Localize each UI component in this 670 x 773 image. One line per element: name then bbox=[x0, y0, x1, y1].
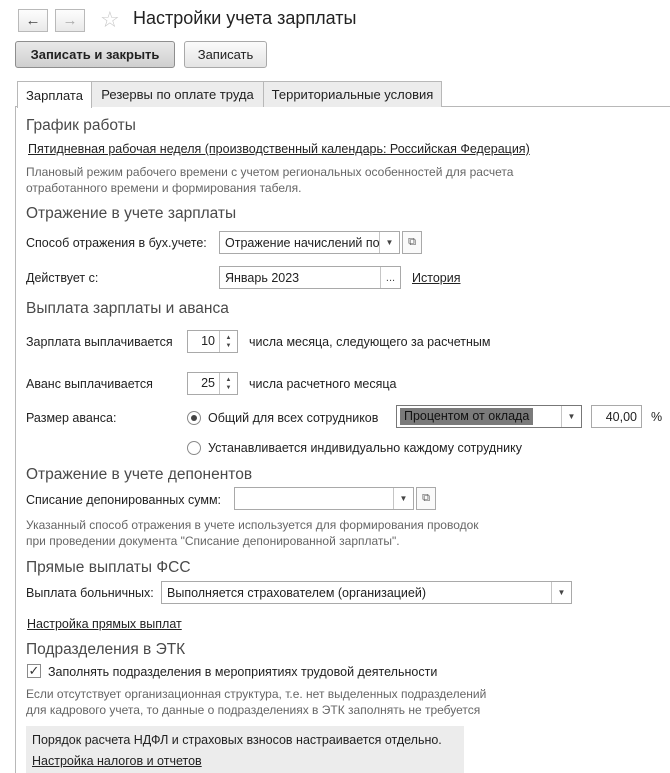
etk-departments-label[interactable]: Заполнять подразделения в мероприятиях трудовой деятельности bbox=[48, 665, 438, 679]
favorite-star-icon[interactable]: ☆ bbox=[100, 7, 120, 32]
forward-button[interactable] bbox=[55, 9, 85, 32]
deposits-writeoff-label: Списание депонированных сумм: bbox=[26, 493, 222, 507]
advance-individual-label[interactable]: Устанавливается индивидуально каждому сотруднику bbox=[208, 441, 522, 455]
advance-size-label: Размер аванса: bbox=[26, 411, 117, 425]
accounting-method-value: Отражение начислений по bbox=[225, 235, 380, 250]
advance-day-suffix: числа расчетного месяца bbox=[249, 377, 397, 391]
effective-date-field[interactable] bbox=[219, 266, 401, 289]
salary-day-suffix: числа месяца, следующего за расчетным bbox=[249, 335, 491, 349]
page-title: Настройки учета зарплаты bbox=[133, 8, 357, 28]
accounting-method-label: Способ отражения в бух.учете: bbox=[26, 236, 207, 250]
arrow-left-icon: ← bbox=[25, 12, 41, 29]
chevron-down-icon[interactable]: ▼ bbox=[379, 231, 399, 254]
salary-day-value: 10 bbox=[201, 334, 215, 348]
advance-common-label[interactable]: Общий для всех сотрудников bbox=[208, 411, 379, 425]
stepper-arrows-icon[interactable]: ▲ ▼ bbox=[219, 331, 237, 352]
effective-date-value: Январь 2023 bbox=[225, 270, 300, 285]
etk-note-1: Если отсутствует организационная структура, т.е. нет выделенных подразделений bbox=[26, 687, 487, 701]
accounting-method-select[interactable] bbox=[219, 231, 400, 254]
advance-day-stepper[interactable] bbox=[187, 372, 238, 395]
work-schedule-note-2: отработанного времени и формирования табеля. bbox=[26, 181, 302, 195]
tab-territorial[interactable]: Территориальные условия bbox=[263, 81, 442, 107]
sick-pay-label: Выплата больничных: bbox=[26, 586, 154, 600]
sick-pay-select[interactable] bbox=[161, 581, 572, 604]
advance-day-value: 25 bbox=[201, 376, 215, 390]
ellipsis-icon[interactable]: ... bbox=[380, 266, 400, 289]
arrow-right-icon: → bbox=[62, 12, 78, 29]
advance-method-value: Процентом от оклада bbox=[400, 408, 533, 425]
salary-day-stepper[interactable] bbox=[187, 330, 238, 353]
etk-departments-checkbox[interactable] bbox=[27, 664, 41, 678]
deposits-note-1: Указанный способ отражения в учете используется для формирования проводок bbox=[26, 518, 479, 532]
save-button[interactable]: Записать bbox=[184, 41, 267, 68]
etk-note-2: для кадрового учета, то данные о подразделениях в ЭТК заполнять не требуется bbox=[26, 703, 481, 717]
tab-reserves[interactable]: Резервы по оплате труда bbox=[91, 81, 264, 107]
taxes-settings-link[interactable]: Настройка налогов и отчетов bbox=[32, 754, 202, 768]
percent-sign: % bbox=[651, 410, 663, 424]
payment-heading: Выплата зарплаты и аванса bbox=[26, 300, 229, 317]
chevron-down-icon[interactable]: ▼ bbox=[393, 487, 413, 510]
chevron-down-icon[interactable]: ▼ bbox=[551, 581, 571, 604]
open-icon[interactable]: ⧉ bbox=[416, 487, 436, 510]
deposits-note-2: при проведении документа "Списание депонированной зарплаты". bbox=[26, 534, 400, 548]
taxes-info-text: Порядок расчета НДФЛ и страховых взносов настраивается отдельно. bbox=[32, 733, 442, 747]
advance-method-select[interactable] bbox=[396, 405, 582, 428]
salary-day-label: Зарплата выплачивается bbox=[26, 335, 173, 349]
taxes-info-box bbox=[26, 726, 464, 773]
advance-common-radio[interactable] bbox=[187, 411, 201, 425]
history-link[interactable]: История bbox=[412, 271, 461, 285]
advance-percent-field[interactable] bbox=[591, 405, 642, 428]
effective-date-label: Действует с: bbox=[26, 271, 99, 285]
advance-day-label: Аванс выплачивается bbox=[26, 377, 153, 391]
deposits-writeoff-select[interactable] bbox=[234, 487, 414, 510]
deposits-heading: Отражение в учете депонентов bbox=[26, 466, 253, 483]
panel-border bbox=[15, 106, 16, 773]
etk-heading: Подразделения в ЭТК bbox=[26, 641, 186, 658]
back-button[interactable] bbox=[18, 9, 48, 32]
work-schedule-link[interactable]: Пятидневная рабочая неделя (производственный календарь: Российская Федерация) bbox=[28, 142, 530, 156]
work-schedule-heading: График работы bbox=[26, 117, 136, 134]
chevron-down-icon[interactable]: ▼ bbox=[561, 405, 581, 428]
stepper-arrows-icon[interactable]: ▲ ▼ bbox=[219, 373, 237, 394]
tab-salary[interactable]: Зарплата bbox=[17, 81, 92, 108]
direct-payments-settings-link[interactable]: Настройка прямых выплат bbox=[27, 617, 182, 631]
work-schedule-note-1: Плановый режим рабочего времени с учетом региональных особенностей для расчета bbox=[26, 165, 514, 179]
save-and-close-button[interactable]: Записать и закрыть bbox=[15, 41, 175, 68]
open-icon[interactable]: ⧉ bbox=[402, 231, 422, 254]
fss-heading: Прямые выплаты ФСС bbox=[26, 559, 191, 576]
sick-pay-value: Выполняется страхователем (организацией) bbox=[167, 585, 427, 600]
advance-individual-radio[interactable] bbox=[187, 441, 201, 455]
advance-percent-value: 40,00 bbox=[605, 409, 637, 424]
checkmark-icon: ✓ bbox=[28, 663, 40, 678]
accounting-heading: Отражение в учете зарплаты bbox=[26, 205, 237, 222]
